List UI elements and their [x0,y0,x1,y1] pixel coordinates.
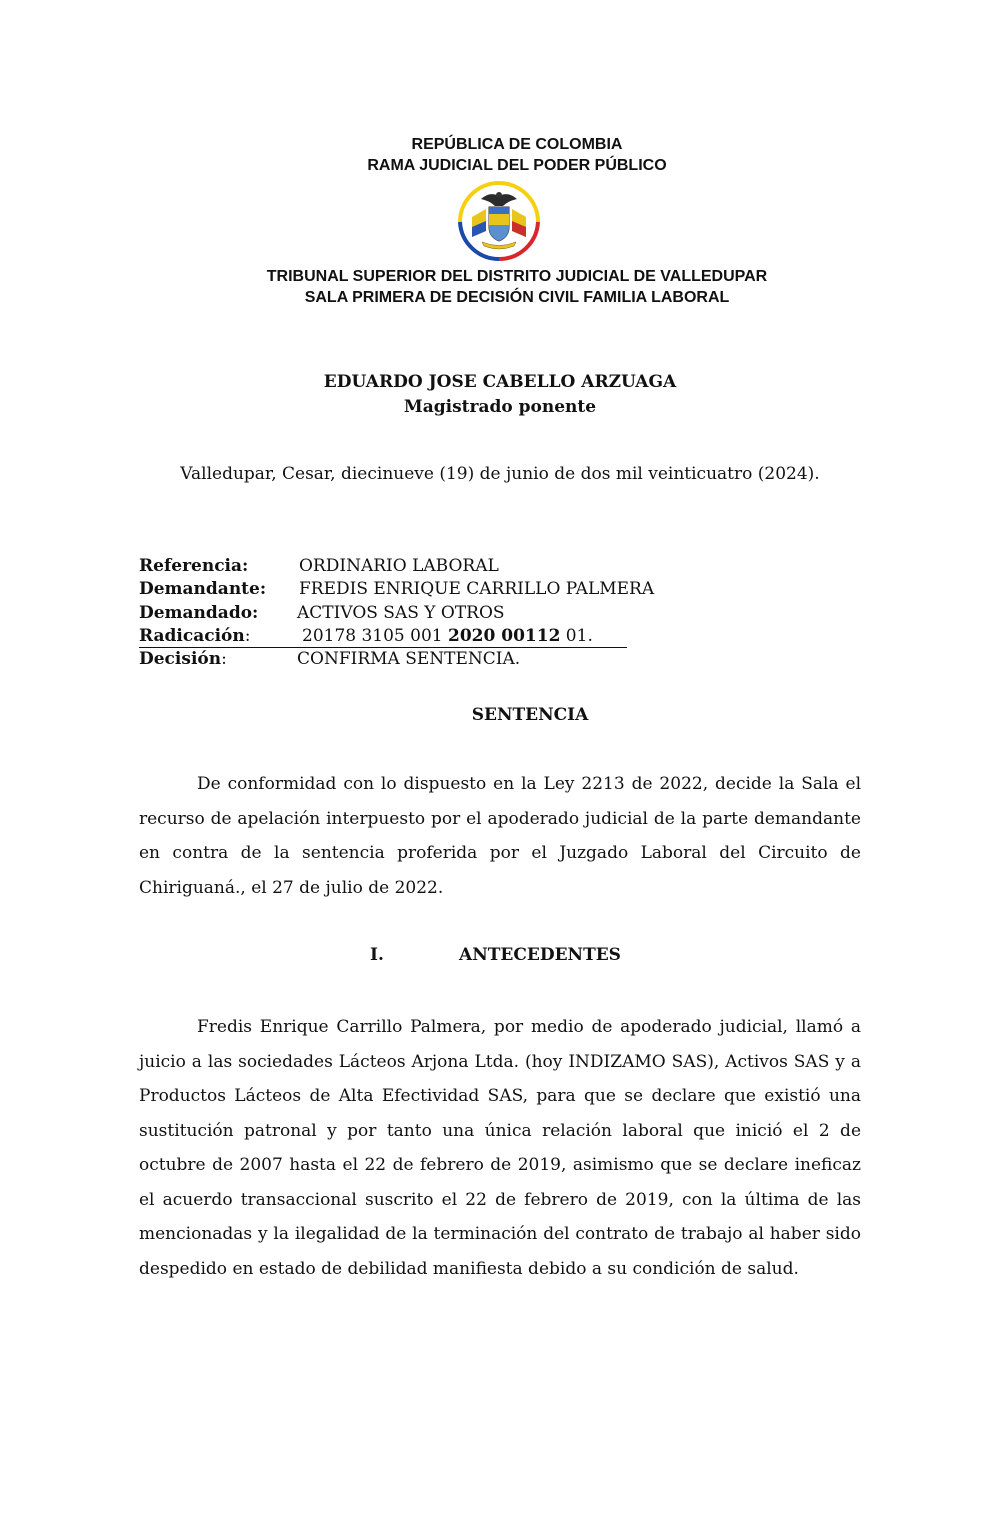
decision-label: Decisión: [139,649,227,670]
judge-block [0,370,1000,420]
demandado-label: Demandado: [139,602,259,623]
antecedentes-paragraph: Fredis Enrique Carrillo Palmera, por medio de apoderado judicial, llamó a juicio a las sociedades Lácteos Arjona Ltda. (hoy INDIZAMO SAS), Activos SAS y a Productos Lácteos de Alta Efectividad SAS, para que se declare que existió una sustitución patronal y por tanto una única relación laboral que inició el 2 de octubre de 2007 hasta el 22 de febrero de 2019, asimismo que se declare ineficaz el acuerdo transaccional suscrito el 22 de febrero de 2019, con la última de las mencionadas y la ilegalidad de la terminación del contrato de trabajo al haber sido despedido en estado de debilidad manifiesta debido a su condición de salud. [139,1017,861,1279]
reference-row-demandante [139,578,839,601]
demandante-value: FREDIS ENRIQUE CARRILLO PALMERA [299,579,655,600]
judge-role: Magistrado ponente [403,397,597,417]
radicacion-label: Radicación: [139,625,251,646]
chamber-title: SALA PRIMERA DE DECISIÓN CIVIL FAMILIA LABORAL [304,289,730,306]
intro-paragraph: De conformidad con lo dispuesto en la Ley 2213 de 2022, decide la Sala el recurso de apelación interpuesto por el apoderado judicial de la parte demandante en contra de la sentencia proferida por el Juzgado Laboral del Circuito de Chiriguaná., el 27 de julio de 2022. [139,774,861,898]
reference-block [139,555,839,672]
judge-name: EDUARDO JOSE CABELLO ARZUAGA [323,372,677,392]
court-header [0,266,1000,308]
section-number: I. [370,945,384,965]
coat-of-arms-icon [456,179,542,261]
referencia-label: Referencia: [139,556,249,576]
place-date: Valledupar, Cesar, diecinueve (19) de junio de dos mil veinticuatro (2024). [180,464,820,484]
reference-row-demandado [139,602,839,625]
reference-row-decision [139,648,839,671]
demandado-value: ACTIVOS SAS Y OTROS [297,602,505,623]
reference-row-referencia [139,555,839,578]
demandante-label: Demandante: [139,579,267,600]
republic-title: REPÚBLICA DE COLOMBIA [411,136,623,153]
radicacion-value: 20178 3105 001 2020 00112 01. [302,625,593,646]
sentencia-title: SENTENCIA [471,705,589,725]
section-title: ANTECEDENTES [459,945,621,965]
republic-header [0,134,1000,176]
decision-value: CONFIRMA SENTENCIA. [297,649,521,670]
court-title: TRIBUNAL SUPERIOR DEL DISTRITO JUDICIAL DE VALLEDUPAR [266,268,768,285]
judicial-branch-title: RAMA JUDICIAL DEL PODER PÚBLICO [367,157,667,174]
reference-row-radicacion [139,625,627,649]
referencia-value: ORDINARIO LABORAL [299,556,499,576]
